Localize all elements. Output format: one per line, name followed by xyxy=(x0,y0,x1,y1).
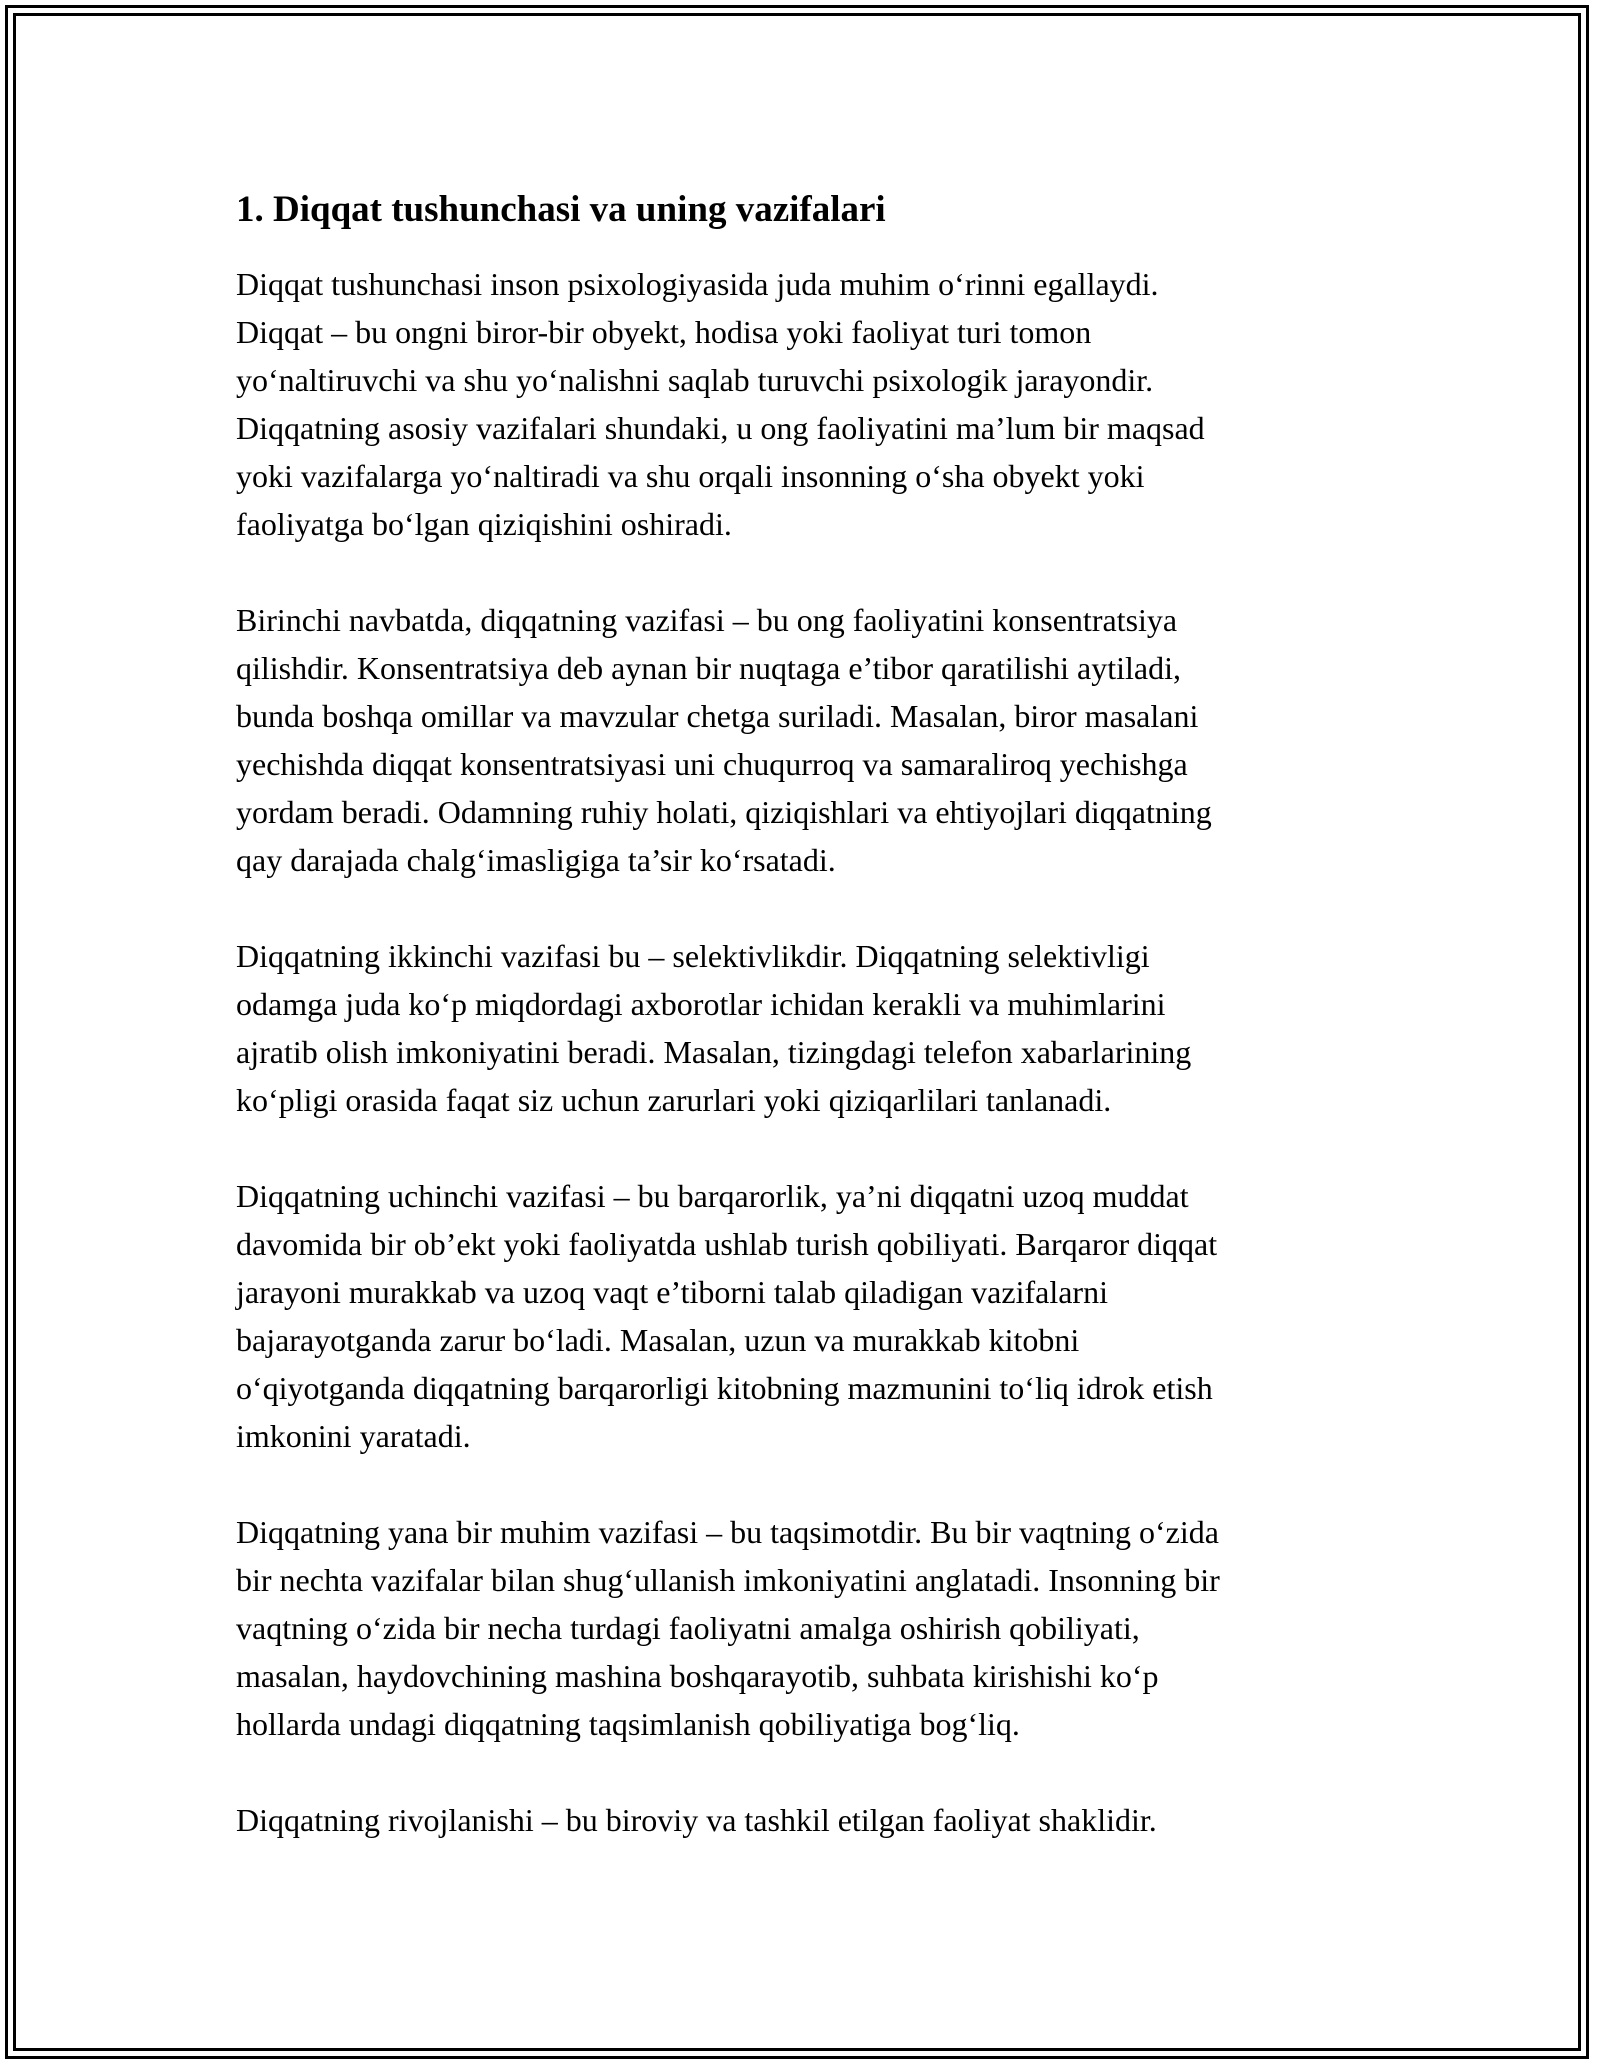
paragraph-line: Diqqatning yana bir muhim vazifasi – bu taqsimotdir. Bu bir vaqtning o‘zida xyxy=(236,1514,1219,1550)
paragraph-list xyxy=(236,260,1376,1844)
paragraph-line: yechishda diqqat konsentratsiyasi uni chuqurroq va samaraliroq yechishga xyxy=(236,746,1188,782)
paragraph-line: Diqqatning asosiy vazifalari shundaki, u ong faoliyatini ma’lum bir maqsad xyxy=(236,410,1205,446)
paragraph-line: yordam beradi. Odamning ruhiy holati, qiziqishlari va ehtiyojlari diqqatning xyxy=(236,794,1212,830)
paragraph-line: Diqqatning uchinchi vazifasi – bu barqarorlik, ya’ni diqqatni uzoq muddat xyxy=(236,1178,1189,1214)
paragraph-line: Diqqatning ikkinchi vazifasi bu – selektivlikdir. Diqqatning selektivligi xyxy=(236,938,1150,974)
section-heading: 1. Diqqat tushunchasi va uning vazifalari xyxy=(236,189,886,230)
paragraph-line: Birinchi navbatda, diqqatning vazifasi – bu ong faoliyatini konsentratsiya xyxy=(236,602,1178,638)
paragraph xyxy=(236,1508,1376,1748)
paragraph-line: yoki vazifalarga yo‘naltiradi va shu orqali insonning o‘sha obyekt yoki xyxy=(236,458,1145,494)
paragraph-line: qay darajada chalg‘imasligiga ta’sir ko‘rsatadi. xyxy=(236,842,836,878)
paragraph xyxy=(236,596,1376,884)
paragraph-line: bunda boshqa omillar va mavzular chetga suriladi. Masalan, biror masalani xyxy=(236,698,1199,734)
paragraph-line: Diqqat – bu ongni biror-bir obyekt, hodisa yoki faoliyat turi tomon xyxy=(236,314,1092,350)
paragraph xyxy=(236,260,1376,548)
paragraph-line: Diqqatning rivojlanishi – bu biroviy va tashkil etilgan faoliyat shaklidir. xyxy=(236,1802,1157,1838)
paragraph-line: davomida bir ob’ekt yoki faoliyatda ushlab turish qobiliyati. Barqaror diqqat xyxy=(236,1226,1218,1262)
paragraph xyxy=(236,1172,1376,1460)
paragraph-line: imkonini yaratadi. xyxy=(236,1418,471,1454)
paragraph-line: yo‘naltiruvchi va shu yo‘nalishni saqlab turuvchi psixologik jarayondir. xyxy=(236,362,1154,398)
document-body xyxy=(236,186,1376,1892)
paragraph-line: vaqtning o‘zida bir necha turdagi faoliyatni amalga oshirish qobiliyati, xyxy=(236,1610,1140,1646)
paragraph-line: bir nechta vazifalar bilan shug‘ullanish imkoniyatini anglatadi. Insonning bir xyxy=(236,1562,1220,1598)
paragraph xyxy=(236,932,1376,1124)
paragraph-line: faoliyatga bo‘lgan qiziqishini oshiradi. xyxy=(236,506,732,542)
paragraph-line: hollarda undagi diqqatning taqsimlanish qobiliyatiga bog‘liq. xyxy=(236,1706,1020,1742)
paragraph-line: qilishdir. Konsentratsiya deb aynan bir nuqtaga e’tibor qaratilishi aytiladi, xyxy=(236,650,1181,686)
paragraph-line: bajarayotganda zarur bo‘ladi. Masalan, uzun va murakkab kitobni xyxy=(236,1322,1080,1358)
paragraph-line: odamga juda ko‘p miqdordagi axborotlar ichidan kerakli va muhimlarini xyxy=(236,986,1166,1022)
paragraph-line: masalan, haydovchining mashina boshqarayotib, suhbata kirishishi ko‘p xyxy=(236,1658,1159,1694)
paragraph xyxy=(236,1796,1376,1844)
paragraph-line: jarayoni murakkab va uzoq vaqt e’tiborni talab qiladigan vazifalarni xyxy=(236,1274,1108,1310)
paragraph-line: o‘qiyotganda diqqatning barqarorligi kitobning mazmunini to‘liq idrok etish xyxy=(236,1370,1213,1406)
paragraph-line: ajratib olish imkoniyatini beradi. Masalan, tizingdagi telefon xabarlarining xyxy=(236,1034,1192,1070)
paragraph-line: ko‘pligi orasida faqat siz uchun zarurlari yoki qiziqarlilari tanlanadi. xyxy=(236,1082,1112,1118)
paragraph-line: Diqqat tushunchasi inson psixologiyasida juda muhim o‘rinni egallaydi. xyxy=(236,266,1159,302)
